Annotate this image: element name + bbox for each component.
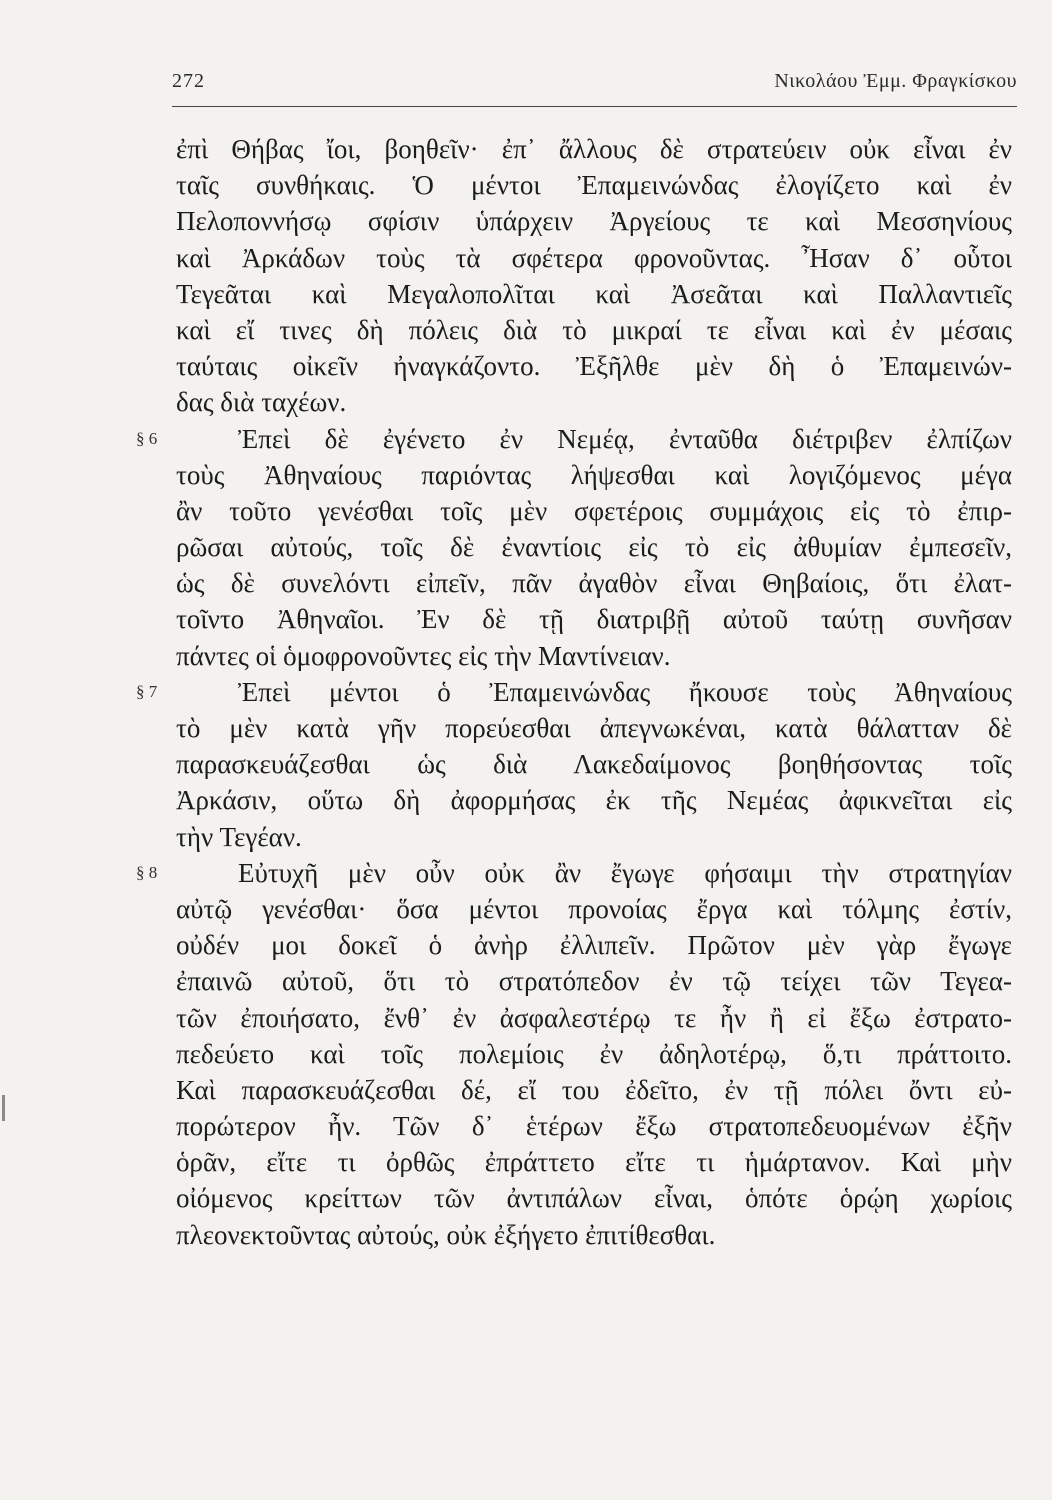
text-line	[176, 601, 1012, 637]
page-edge-mark	[2, 1095, 5, 1121]
text-line	[176, 746, 1012, 782]
line-text: ρῶσαι αὐτούς, τοῖς δὲ ἐναντίοις εἰς τὸ εἰς ἀθυμίαν ἐμπεσεῖν,	[176, 532, 1012, 563]
line-text: Ἐπεὶ μέντοι ὁ Ἐπαμεινώνδας ἤκουσε τοὺς Ἀθηναίους	[238, 676, 1012, 707]
section-marker: § 7	[136, 681, 158, 701]
line-text: ἐπαινῶ αὐτοῦ, ὅτι τὸ στρατόπεδον ἐν τῷ τείχει τῶν Τεγεα-	[176, 966, 1012, 997]
line-text: Ἀρκάσιν, οὕτω δὴ ἀφορμήσας ἐκ τῆς Νεμέας ἀφικνεῖται εἰς	[176, 785, 1012, 816]
text-line	[176, 638, 1012, 674]
line-text: δας διὰ ταχέων.	[176, 387, 347, 418]
text-line	[176, 1036, 1012, 1072]
line-text: πεδεύετο καὶ τοῖς πολεμίοις ἐν ἀδηλοτέρῳ, ὅ,τι πράττοιτο.	[176, 1038, 1012, 1069]
page-header	[172, 70, 1017, 100]
text-line	[176, 276, 1012, 312]
text-line	[176, 203, 1012, 239]
line-text: αὐτῷ γενέσθαι· ὅσα μέντοι προνοίας ἔργα καὶ τόλμης ἐστίν,	[176, 893, 1012, 924]
text-line	[176, 565, 1012, 601]
line-text: τοὺς Ἀθηναίους παριόντας λήψεσθαι καὶ λογιζόμενος μέγα	[176, 459, 1012, 490]
text-line	[176, 529, 1012, 565]
line-text: τὴν Τεγέαν.	[176, 821, 302, 852]
text-line	[176, 963, 1012, 999]
text-line	[176, 782, 1012, 818]
line-text: πλεονεκτοῦντας αὐτούς, οὐκ ἐξήγετο ἐπιτίθεσθαι.	[176, 1219, 716, 1250]
text-line	[176, 1072, 1012, 1108]
text-line	[176, 710, 1012, 746]
page-number: 272	[172, 70, 205, 92]
text-line	[176, 891, 1012, 927]
line-text: παρασκευάζεσθαι ὡς διὰ Λακεδαίμονος βοηθήσοντας τοῖς	[176, 749, 1012, 780]
section-marker: § 6	[136, 428, 158, 448]
text-line	[176, 1180, 1012, 1216]
text-line	[176, 131, 1012, 167]
line-text: πορώτερον ἦν. Τῶν δ᾽ ἑτέρων ἔξω στρατοπεδευομένων ἐξῆν	[176, 1111, 1012, 1142]
text-line	[176, 1217, 1012, 1253]
text-line	[136, 855, 1012, 891]
text-line	[176, 927, 1012, 963]
text-line	[176, 1000, 1012, 1036]
text-line	[136, 421, 1012, 457]
line-text: τὸ μὲν κατὰ γῆν πορεύεσθαι ἀπεγνωκέναι, κατὰ θάλατταν δὲ	[176, 713, 1012, 743]
text-line	[176, 348, 1012, 384]
text-line	[176, 240, 1012, 276]
line-text: καὶ Ἀρκάδων τοὺς τὰ σφέτερα φρονοῦντας. Ἦσαν δ᾽ οὗτοι	[176, 242, 1012, 273]
line-text: ἂν τοῦτο γενέσθαι τοῖς μὲν σφετέροις συμμάχοις εἰς τὸ ἐπιρ-	[176, 495, 1012, 526]
line-text: τοῖντο Ἀθηναῖοι. Ἐν δὲ τῇ διατριβῇ αὐτοῦ ταύτῃ συνῆσαν	[176, 604, 1012, 635]
line-text: ταῖς συνθήκαις. Ὁ μέντοι Ἐπαμεινώνδας ἐλογίζετο καὶ ἐν	[176, 170, 1012, 201]
text-line	[176, 1108, 1012, 1144]
line-text: καὶ εἴ τινες δὴ πόλεις διὰ τὸ μικραί τε εἶναι καὶ ἐν μέσαις	[176, 314, 1012, 345]
line-text: Ἐπεὶ δὲ ἐγένετο ἐν Νεμέᾳ, ἐνταῦθα διέτριβεν ἐλπίζων	[238, 423, 1012, 454]
line-text: οἰόμενος κρείττων τῶν ἀντιπάλων εἶναι, ὁπότε ὁρῴη χωρίοις	[176, 1183, 1012, 1214]
body-text	[136, 131, 1012, 1253]
running-title: Νικολάου Ἐμμ. Φραγκίσκου	[774, 70, 1017, 92]
text-line	[176, 493, 1012, 529]
section-marker: § 8	[136, 862, 158, 882]
line-text: Τεγεᾶται καὶ Μεγαλοπολῖται καὶ Ἀσεᾶται καὶ Παλλαντιεῖς	[176, 278, 1012, 309]
text-line	[176, 384, 1012, 420]
line-text: πάντες οἱ ὁμοφρονοῦντες εἰς τὴν Μαντίνειαν.	[176, 640, 671, 671]
line-text: ταύταις οἰκεῖν ἠναγκάζοντο. Ἐξῆλθε μὲν δὴ ὁ Ἐπαμεινών-	[176, 351, 1012, 382]
line-text: Καὶ παρασκευάζεσθαι δέ, εἴ του ἐδεῖτο, ἐν τῇ πόλει ὄντι εὐ-	[176, 1074, 1012, 1105]
line-text: ὡς δὲ συνελόντι εἰπεῖν, πᾶν ἀγαθὸν εἶναι Θηβαίοις, ὅτι ἐλατ-	[176, 568, 1012, 599]
text-line	[176, 167, 1012, 203]
line-text: Πελοποννήσῳ σφίσιν ὑπάρχειν Ἀργείους τε καὶ Μεσσηνίους	[176, 206, 1012, 237]
line-text: οὐδέν μοι δοκεῖ ὁ ἀνὴρ ἐλλιπεῖν. Πρῶτον μὲν γὰρ ἔγωγε	[176, 930, 1012, 961]
text-line	[176, 819, 1012, 855]
header-rule	[172, 106, 1017, 107]
text-line	[136, 674, 1012, 710]
text-line	[176, 312, 1012, 348]
text-line	[176, 457, 1012, 493]
line-text: Εὐτυχῆ μὲν οὖν οὐκ ἂν ἔγωγε φήσαιμι τὴν στρατηγίαν	[238, 857, 1012, 888]
line-text: τῶν ἐποιήσατο, ἔνθ᾽ ἐν ἀσφαλεστέρῳ τε ἦν ἢ εἰ ἔξω ἐστρατο-	[176, 1002, 1012, 1033]
line-text: ὁρᾶν, εἴτε τι ὀρθῶς ἐπράττετο εἴτε τι ἡμάρτανον. Καὶ μὴν	[176, 1147, 1012, 1178]
line-text: ἐπὶ Θήβας ἴοι, βοηθεῖν· ἐπ᾽ ἄλλους δὲ στρατεύειν οὐκ εἶναι ἐν	[176, 134, 1012, 164]
text-line	[176, 1144, 1012, 1180]
